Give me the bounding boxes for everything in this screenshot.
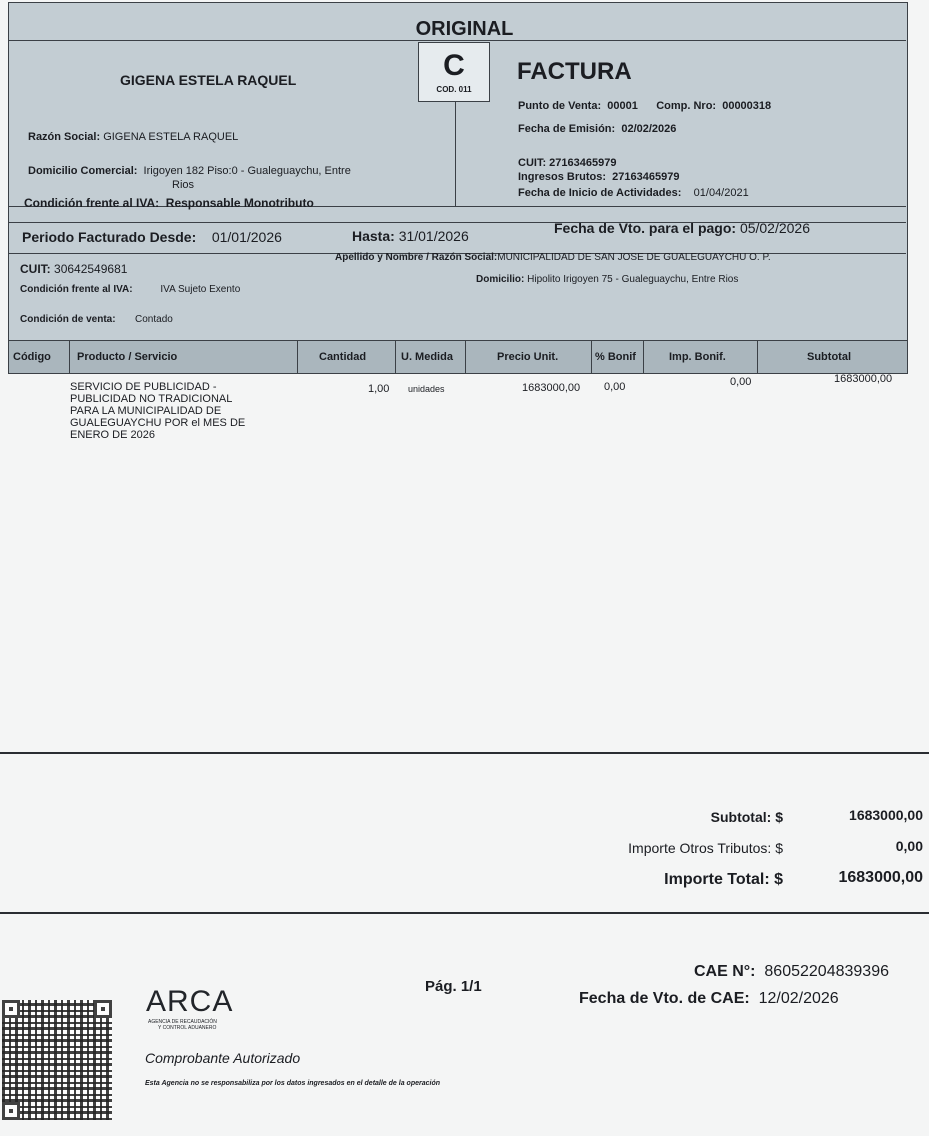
periodo-hasta: Hasta: 31/01/2026: [352, 228, 469, 244]
items-table-header: [8, 340, 908, 374]
cae-number: CAE N°: 86052204839396: [694, 963, 889, 980]
col-codigo: Código: [13, 351, 51, 363]
razon-social: Razón Social: GIGENA ESTELA RAQUEL: [28, 131, 239, 143]
issuer-name: GIGENA ESTELA RAQUEL: [120, 72, 297, 88]
issuer-iva: Condición frente al IVA: Responsable Monotributo: [24, 196, 314, 210]
col-bonif-imp: Imp. Bonif.: [669, 351, 726, 363]
item-precio: 1683000,00: [522, 382, 581, 394]
page-number: Pág. 1/1: [425, 978, 482, 995]
col-subtotal: Subtotal: [807, 351, 851, 363]
client-iva: Condición frente al IVA: IVA Sujeto Exento: [20, 284, 241, 295]
condicion-venta: Condición de venta: Contado: [20, 314, 173, 325]
punto-venta: Punto de Venta: 00001 Comp. Nro: 00000318: [518, 100, 772, 112]
disclaimer: Esta Agencia no se responsabiliza por los datos ingresados en el detalle de la operación: [145, 1080, 440, 1087]
item-medida: unidades: [408, 384, 445, 394]
total-label: Importe Total: $: [664, 871, 783, 888]
client-name: Apellido y Nombre / Razón Social:MUNICIPALIDAD DE SAN JOSE DE GUALEGUAYCHU O. P.: [335, 252, 771, 263]
divider: [455, 100, 456, 206]
item-cantidad: 1,00: [368, 383, 390, 395]
client-cuit: CUIT: 30642549681: [20, 262, 128, 276]
otros-tributos-value: 0,00: [895, 838, 923, 854]
issuer-cuit: CUIT: 27163465979: [518, 157, 617, 169]
total-value: 1683000,00: [838, 869, 923, 886]
totals-bottom-rule: [0, 912, 929, 914]
subtotal-value: 1683000,00: [849, 807, 923, 823]
otros-tributos-label: Importe Otros Tributos: $: [628, 840, 783, 856]
comprobante-autorizado: Comprobante Autorizado: [145, 1050, 301, 1066]
item-description: SERVICIO DE PUBLICIDAD - PUBLICIDAD NO TRADICIONAL PARA LA MUNICIPALIDAD DE GUALEGUAYCHU POR el MES DE ENERO DE 2026: [70, 381, 246, 441]
invoice-letter: C: [443, 49, 465, 82]
col-precio: Precio Unit.: [497, 351, 559, 363]
letter-box: [418, 42, 490, 102]
invoice-code: COD. 011: [436, 85, 472, 94]
arca-logo: ARCA AGENCIA DE RECAUDACIÓN Y CONTROL ADUANERO: [146, 985, 234, 1031]
doc-title: FACTURA: [517, 58, 632, 85]
qr-code: [2, 1000, 112, 1120]
subtotal-label: Subtotal: $: [710, 809, 783, 825]
item-subtotal: 1683000,00: [834, 373, 893, 385]
domicilio-comercial: Domicilio Comercial: Irigoyen 182 Piso:0 - Gualeguaychu, Entre: [28, 165, 351, 177]
totals-top-rule: [0, 752, 929, 754]
periodo-desde: Periodo Facturado Desde: 01/01/2026: [22, 229, 282, 245]
col-bonif-pct: % Bonif: [595, 351, 636, 363]
item-bonif-pct: 0,00: [604, 381, 626, 393]
copy-type: ORIGINAL: [415, 18, 514, 40]
fecha-vto-pago: Fecha de Vto. para el pago: 05/02/2026: [554, 220, 811, 236]
ingresos-brutos: Ingresos Brutos: 27163465979: [518, 171, 680, 183]
item-bonif-imp: 0,00: [730, 376, 752, 388]
fecha-emision: Fecha de Emisión: 02/02/2026: [518, 123, 677, 135]
inicio-actividades: Fecha de Inicio de Actividades: 01/04/2021: [518, 187, 749, 199]
cae-vto: Fecha de Vto. de CAE: 12/02/2026: [579, 990, 839, 1007]
col-cantidad: Cantidad: [319, 351, 367, 363]
col-producto: Producto / Servicio: [77, 351, 178, 363]
domicilio-comercial-line2: Rios: [172, 179, 195, 191]
col-medida: U. Medida: [401, 351, 453, 363]
client-domicilio: Domicilio: Hipolito Irigoyen 75 - Gualeguaychu, Entre Rios: [476, 274, 739, 285]
